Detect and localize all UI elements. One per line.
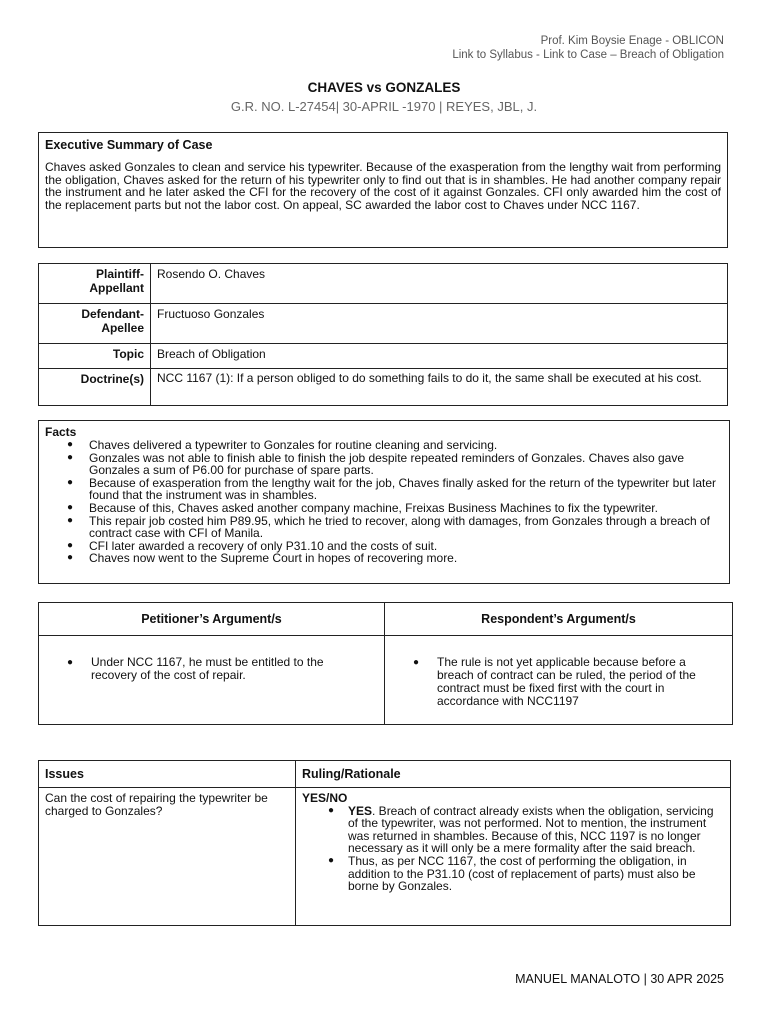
list-item: ● CFI later awarded a recovery of only P31.10 and the costs of suit.	[67, 538, 438, 553]
page-header	[452, 34, 724, 62]
respondent-argument: The rule is not yet applicable because before a breach of contract can be ruled, the period of the contract must be fixed first with the court in accordance with NCC1197	[437, 655, 696, 708]
info-value: Rosendo O. Chaves	[151, 264, 728, 304]
bullet-icon: ●	[328, 854, 335, 866]
bullet-icon: ●	[67, 539, 74, 551]
case-title: CHAVES vs GONZALES	[307, 80, 461, 95]
list-item: ● Because of exasperation from the lengthy wait for the job, Chaves finally asked for the return of the typewriter but later found that the instrument was in shambles.	[67, 475, 716, 503]
respondent-heading: Respondent’s Argument/s	[385, 603, 733, 636]
executive-summary-text: Chaves asked Gonzales to clean and service his typewriter. Because of the exasperation from the lengthy wait from performing the obligation, Chaves asked for the return of his typewriter only to find out that is in shambles. He had another company repair the instrument and he later asked the CFI for the recovery of the cost of it against Gonzales. CFI only awarded him the cost of the replacement parts but not the labor cost. On appeal, SC awarded the labor cost to Chaves under NCC 1167.	[45, 160, 721, 212]
list-item: ● Gonzales was not able to finish able to finish the job despite repeated reminders of Gonzales. Chaves also gave Gonzales a sum of P6.00 for purchase of spare parts.	[67, 450, 685, 478]
petitioner-heading: Petitioner’s Argument/s	[39, 603, 385, 636]
bullet-icon: ●	[413, 657, 420, 668]
arguments-table	[38, 602, 733, 725]
info-row-plaintiff	[39, 264, 728, 304]
header-course-line: Prof. Kim Boysie Enage - OBLICON	[540, 35, 724, 47]
list-item: ● YES. Breach of contract already exists when the obligation, servicing of the typewriter, was not performed. Not to mention, the instrument was returned in shambles. Because of this, NCC 1197 is no longer necessary as it will only be a mere formality after the said breach.	[328, 803, 714, 856]
executive-summary-box	[38, 132, 728, 248]
case-info-table	[38, 263, 728, 406]
petitioner-cell	[39, 636, 385, 725]
info-row-topic	[39, 344, 728, 369]
bullet-icon: ●	[67, 552, 74, 564]
executive-summary-heading: Executive Summary of Case	[45, 138, 213, 152]
info-value: Fructuoso Gonzales	[151, 304, 728, 344]
issues-heading: Issues	[39, 761, 296, 788]
facts-list	[45, 439, 723, 565]
respondent-cell	[385, 636, 733, 725]
bullet-icon: ●	[67, 451, 74, 463]
ruling-cell	[296, 788, 731, 926]
info-row-defendant	[39, 304, 728, 344]
issues-table	[38, 760, 731, 926]
bullet-icon: ●	[67, 476, 74, 488]
info-label: Plaintiff- Appellant	[39, 264, 151, 304]
page-footer: MANUEL MANALOTO | 30 APR 2025	[515, 972, 724, 986]
bullet-icon: ●	[67, 657, 74, 668]
ruling-heading: Ruling/Rationale	[296, 761, 731, 788]
list-item: ● Chaves delivered a typewriter to Gonzales for routine cleaning and servicing.	[67, 438, 498, 452]
bullet-icon: ●	[328, 804, 335, 816]
petitioner-argument: Under NCC 1167, he must be entitled to the recovery of the cost of repair.	[91, 655, 324, 682]
ruling-list	[302, 805, 724, 893]
list-item: ● Chaves now went to the Supreme Court in hopes of recovering more.	[67, 551, 458, 566]
bullet-icon: ●	[67, 501, 74, 513]
info-label: Topic	[39, 344, 151, 369]
case-subtitle: G.R. NO. L-27454| 30-APRIL -1970 | REYES, JBL, J.	[230, 99, 538, 114]
yes-no-label: YES/NO	[302, 791, 348, 805]
info-label: Doctrine(s)	[39, 369, 151, 406]
facts-box	[38, 420, 730, 584]
info-value: Breach of Obligation	[151, 344, 728, 369]
header-links-line: Link to Syllabus - Link to Case – Breach of Obligation	[452, 49, 724, 61]
list-item: ● Thus, as per NCC 1167, the cost of performing the obligation, in addition to the P31.10 (cost of replacement of parts) must also be borne by Gonzales.	[328, 853, 696, 894]
list-item: ● Because of this, Chaves asked another company machine, Freixas Business Machines to fix the typewriter.	[67, 500, 658, 515]
list-item: ● This repair job costed him P89.95, which he tried to recover, along with damages, from Gonzales through a breach of contract case with CFI of Manila.	[67, 513, 710, 541]
facts-heading: Facts	[45, 425, 77, 439]
info-label: Defendant- Apellee	[39, 304, 151, 344]
info-value: NCC 1167 (1): If a person obliged to do something fails to do it, the same shall be executed at his cost.	[151, 369, 728, 406]
bullet-icon: ●	[67, 514, 74, 526]
info-row-doctrine	[39, 369, 728, 406]
issue-cell: Can the cost of repairing the typewriter be charged to Gonzales?	[39, 788, 296, 926]
bullet-icon: ●	[67, 439, 74, 450]
